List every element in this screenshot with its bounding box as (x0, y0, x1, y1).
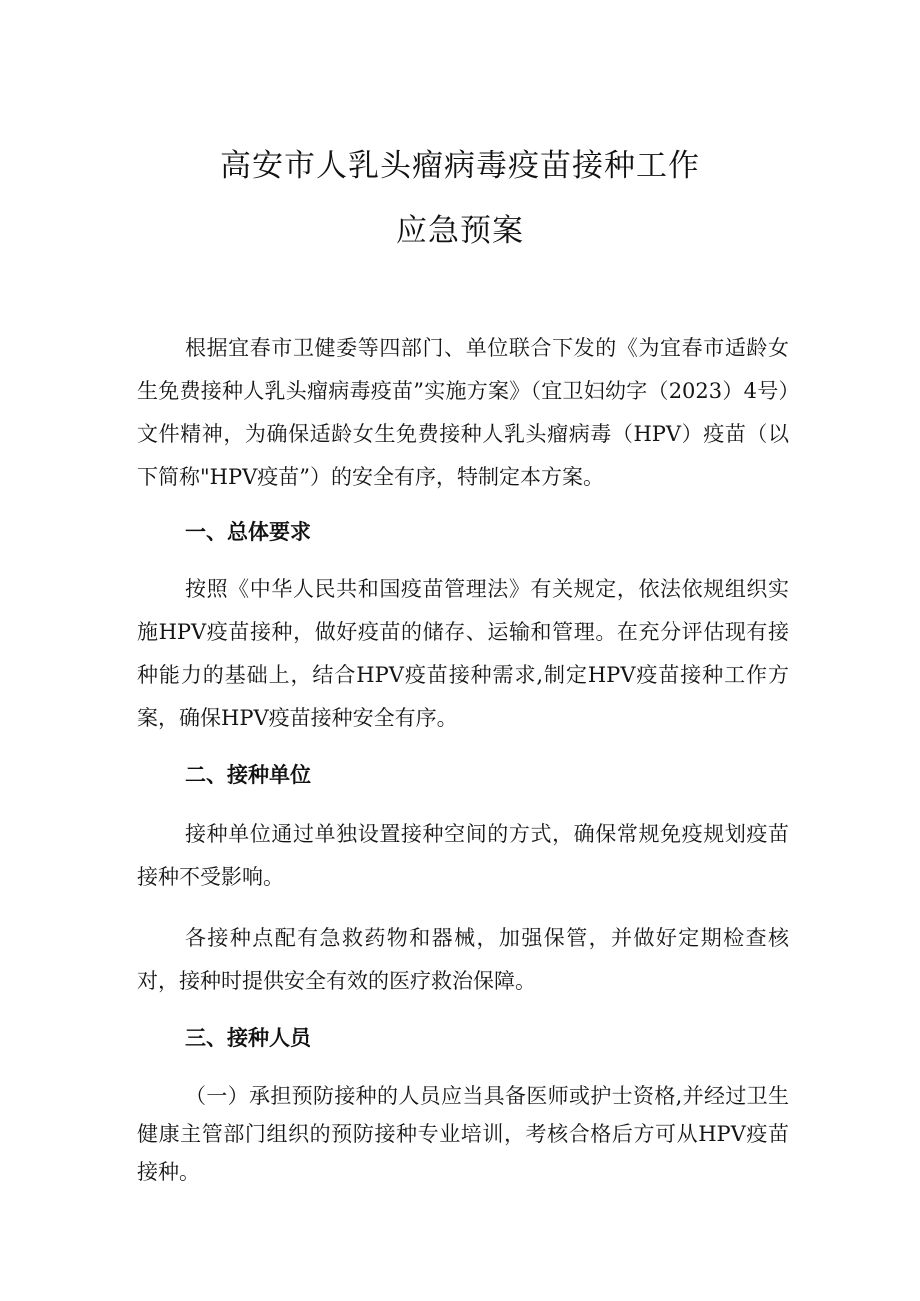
vaccination-staff-paragraph-1: （一）承担预防接种的人员应当具备医师或护士资格,并经过卫生健康主管部门组织的预防接种专业培训，考核合格后方可从HPV疫苗接种。 (137, 1084, 789, 1184)
requirements-paragraph: 按照《中华人民共和国疫苗管理法》有关规定，依法依规组织实施HPV疫苗接种，做好疫苗的储存、运输和管理。在充分评估现有接种能力的基础上，结合HPV疫苗接种需求,制定HPV疫苗接种工作方案，确保HPV疫苗接种安全有序。 (137, 577, 789, 730)
section-heading-vaccination-unit: 二、接种单位 (185, 763, 311, 787)
intro-paragraph: 根据宜春市卫健委等四部门、单位联合下发的《为宜春市适龄女生免费接种人乳头瘤病毒疫苗”实施方案》（宜卫妇幼字（2023）4号）文件精神，为确保适龄女生免费接种人乳头瘤病毒（HPV）疫苗（以下简称"HPV疫苗”）的安全有序，特制定本方案。 (137, 336, 789, 489)
document-title-line-2: 应急预案 (396, 213, 524, 249)
document-title-line-1: 高安市人乳头瘤病毒疫苗接种工作 (220, 148, 700, 184)
section-heading-vaccination-staff: 三、接种人员 (185, 1026, 311, 1050)
vaccination-unit-paragraph-2: 各接种点配有急救药物和器械，加强保管，并做好定期检查核对，接种时提供安全有效的医疗救治保障。 (137, 926, 789, 993)
vaccination-unit-paragraph-1: 接种单位通过单独设置接种空间的方式，确保常规免疫规划疫苗接种不受影响。 (137, 822, 789, 889)
section-heading-general-requirements: 一、总体要求 (185, 520, 311, 544)
